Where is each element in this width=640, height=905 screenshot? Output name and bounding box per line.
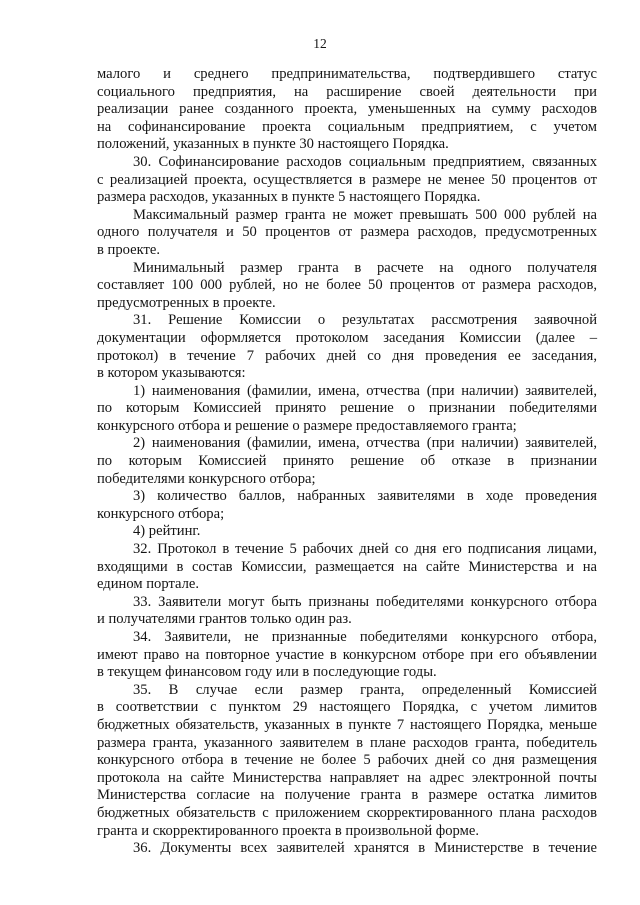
paragraph <box>97 488 597 523</box>
text-line: одного получателя и 50 процентов от размера расходов, предусмотренных <box>97 224 597 241</box>
text-line: конкурсного отбора и решение о размере предоставляемого гранта; <box>97 417 517 434</box>
paragraph <box>97 207 597 260</box>
text-line: по которым Комиссией принято решение об отказе в признании <box>97 453 597 470</box>
text-line: документации оформляется протоколом заседания Комиссии (далее – <box>97 329 597 346</box>
text-line: гранта и скорректированного проекта в произвольной форме. <box>97 822 479 839</box>
text-line: положений, указанных в пункте 30 настоящего Порядка. <box>97 136 449 153</box>
text-line: протокол) в течение 7 рабочих дней со дня проведения ее заседания, <box>97 347 597 364</box>
text-line: социального предприятия, на расширение своей деятельности при <box>97 83 597 100</box>
paragraph <box>97 594 597 629</box>
page-number: 12 <box>313 36 327 51</box>
paragraph <box>97 154 597 207</box>
text-line: 3) количество баллов, набранных заявителями в ходе проведения <box>133 488 597 505</box>
text-line: по которым Комиссией принято решение о признании победителями <box>97 400 597 417</box>
text-line: размера расходов, указанных в пункте 5 настоящего Порядка. <box>97 189 481 206</box>
text-line: составляет 100 000 рублей, но не более 50 процентов от размера расходов, <box>97 277 597 294</box>
paragraph <box>97 260 597 313</box>
text-line: протокола на сайте Министерства направляет на адрес электронной почты <box>97 769 597 786</box>
paragraph <box>97 312 597 382</box>
text-line: победителями конкурсного отбора; <box>97 470 316 487</box>
text-line: и получателями грантов только один раз. <box>97 611 352 628</box>
text-line: бюджетных обязательств с приложением скорректированного плана расходов <box>97 804 597 821</box>
text-line: бюджетных обязательств, указанных в пункте 7 настоящего Порядка, меньше <box>97 716 597 733</box>
text-line: имеют право на повторное участие в конкурсном отборе при его объявлении <box>97 646 597 663</box>
paragraph <box>97 682 597 840</box>
text-line: едином портале. <box>97 576 200 593</box>
paragraph <box>97 435 597 488</box>
text-line: на софинансирование проекта социальным предприятием, с учетом <box>97 118 597 135</box>
text-line: 1) наименования (фамилии, имена, отчества (при наличии) заявителей, <box>133 382 597 399</box>
text-line: 2) наименования (фамилии, имена, отчества (при наличии) заявителей, <box>133 435 597 452</box>
text-line: 4) рейтинг. <box>133 523 201 540</box>
paragraph <box>97 523 597 541</box>
text-line: 33. Заявители могут быть признаны победителями конкурсного отбора <box>133 593 597 610</box>
document-body <box>97 66 597 858</box>
text-line: 30. Софинансирование расходов социальным предприятием, связанных <box>133 153 597 170</box>
text-line: Максимальный размер гранта не может превышать 500 000 рублей на <box>133 206 597 223</box>
text-line: входящими в состав Комиссии, размещается на сайте Министерства и на <box>97 558 597 575</box>
text-line: 32. Протокол в течение 5 рабочих дней со дня его подписания лицами, <box>133 541 597 558</box>
text-line: в проекте. <box>97 241 160 258</box>
paragraph <box>97 629 597 682</box>
text-line: в котором указываются: <box>97 365 246 382</box>
paragraph <box>97 66 597 154</box>
text-line: 35. В случае если размер гранта, определенный Комиссией <box>133 681 597 698</box>
paragraph <box>97 840 597 858</box>
text-line: 34. Заявители, не признанные победителями конкурсного отбора, <box>133 629 597 645</box>
paragraph <box>97 541 597 594</box>
text-line: предусмотренных в проекте. <box>97 294 276 311</box>
text-line: 36. Документы всех заявителей хранятся в Министерстве в течение <box>133 840 597 857</box>
text-line: в соответствии с пунктом 29 настоящего Порядка, с учетом лимитов <box>97 699 597 716</box>
text-line: конкурсного отбора; <box>97 505 225 522</box>
text-line: 31. Решение Комиссии о результатах рассмотрения заявочной <box>133 312 597 329</box>
text-line: с реализацией проекта, осуществляется в размере не менее 50 процентов от <box>97 171 597 188</box>
paragraph <box>97 383 597 436</box>
text-line: Минимальный размер гранта в расчете на одного получателя <box>133 259 597 276</box>
text-line: размера гранта, указанного заявителем в плане расходов гранта, победитель <box>97 734 597 751</box>
text-line: Министерства согласие на получение гранта в размере остатка лимитов <box>97 787 597 804</box>
text-line: конкурсного отбора в течение не более 5 рабочих дней со дня размещения <box>97 752 597 769</box>
text-line: малого и среднего предпринимательства, подтвердившего статус <box>97 66 597 82</box>
text-line: в текущем финансовом году или в последующие годы. <box>97 664 437 681</box>
text-line: реализации ранее созданного проекта, уменьшенных на сумму расходов <box>97 101 597 118</box>
